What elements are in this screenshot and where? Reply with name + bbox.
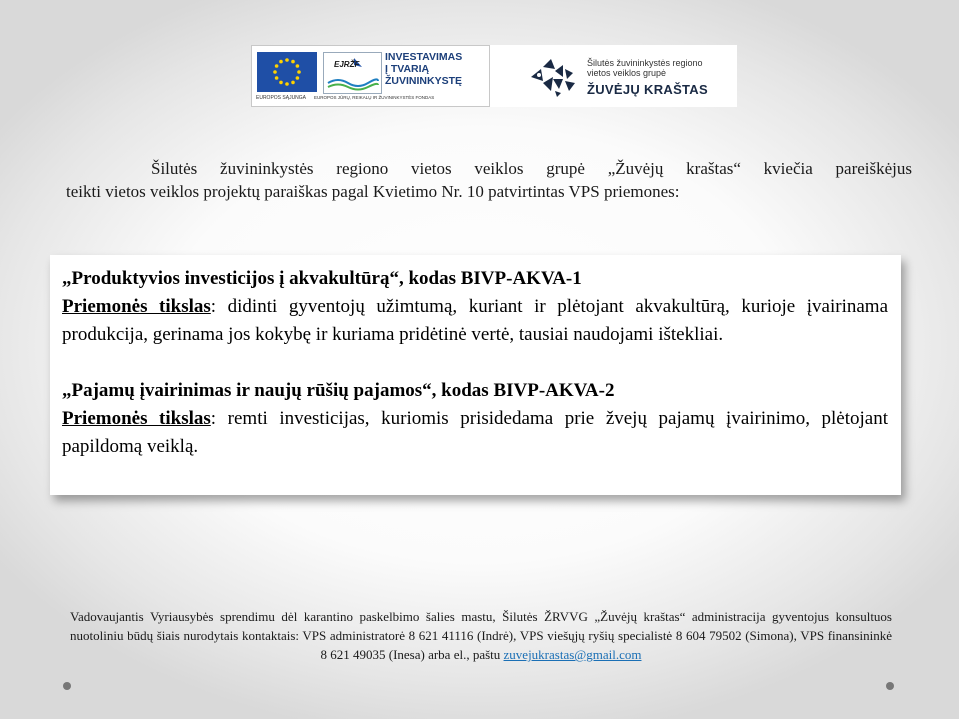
ejrzf-logo — [323, 52, 382, 94]
zuveju-krastas-logo — [521, 45, 737, 107]
intro-line-1: Šilutės žuvininkystės regiono vietos veiklos grupė „Žuvėjų kraštas“ kviečia pareiškėjus — [151, 159, 912, 178]
invest-line-2: Į TVARIĄ — [385, 63, 430, 75]
invest-line-1: INVESTAVIMAS — [385, 51, 463, 63]
measure-goal — [62, 405, 888, 461]
ejrzf-label: EJRŽF — [334, 60, 360, 69]
measure-1 — [62, 265, 888, 349]
logo-band — [251, 45, 737, 107]
measure-title: „Pajamų įvairinimas ir naujų rūšių pajamos“, kodas BIVP-AKVA-2 — [62, 380, 615, 401]
zk-subtitle-line-2: vietos veiklos grupė — [587, 68, 667, 78]
measures-box — [50, 255, 901, 495]
intro-line-2: teikti vietos veiklos projektų paraiškas pagal Kvietimo Nr. 10 patvirtintas VPS priemones: — [66, 182, 680, 201]
eu-fund-logo — [251, 45, 490, 107]
goal-label: Priemonės tikslas — [62, 408, 211, 429]
measure-goal — [62, 293, 888, 349]
invest-slogan — [385, 51, 462, 87]
goal-text: : remti investicijas, kuriomis prisidedama prie žvejų pajamų įvairinimo, plėtojant papildomą veiklą. — [62, 408, 889, 457]
zk-subtitle-line-1: Šilutės žuvininkystės regiono — [587, 58, 703, 68]
zk-title: ŽUVĖJŲ KRAŠTAS — [587, 82, 708, 97]
slide-dot-left — [63, 682, 71, 690]
measure-title: „Produktyvios investicijos į akvakultūrą“, kodas BIVP-AKVA-1 — [62, 268, 582, 289]
invest-line-3: ŽUVININKYSTĘ — [385, 75, 463, 87]
intro-paragraph — [66, 157, 912, 203]
contact-footer — [70, 607, 892, 664]
goal-label: Priemonės tikslas — [62, 296, 211, 317]
fund-caption: EUROPOS JŪRŲ, REIKALŲ IR ŽUVININKYSTĖS FONDAS — [314, 95, 435, 100]
eu-flag-icon — [257, 52, 317, 92]
eu-caption: EUROPOS SĄJUNGA — [256, 95, 307, 101]
email-link[interactable]: zuvejukrastas@gmail.com — [503, 647, 642, 662]
zk-subtitle — [587, 58, 703, 78]
fish-mosaic-icon — [529, 55, 579, 99]
slide-dot-right — [886, 682, 894, 690]
footer-text: Vadovaujantis Vyriausybės sprendimu dėl karantino paskelbimo šalies mastu, Šilutės ŽRVVG „Žuvėjų kraštas“ administracija gyventojus konsultuos nuotoliniu būdų šiais nurodytais kontaktais: VPS administratorė 8 621 41116 (Indrė), VPS viešųjų ryšių specialistė 8 604 79502 (Simona), VPS finansininkė 8 621 49035 (Inesa) arba el., paštu — [70, 609, 892, 662]
goal-text: : didinti gyventojų užimtumą, kuriant ir plėtojant akvakultūrą, kurioje įvairinama produkcija, gerinama jos kokybę ir kuriama pridėtinė vertė, tausiai naudojami ištekliai. — [62, 296, 889, 345]
measure-2 — [62, 377, 888, 461]
